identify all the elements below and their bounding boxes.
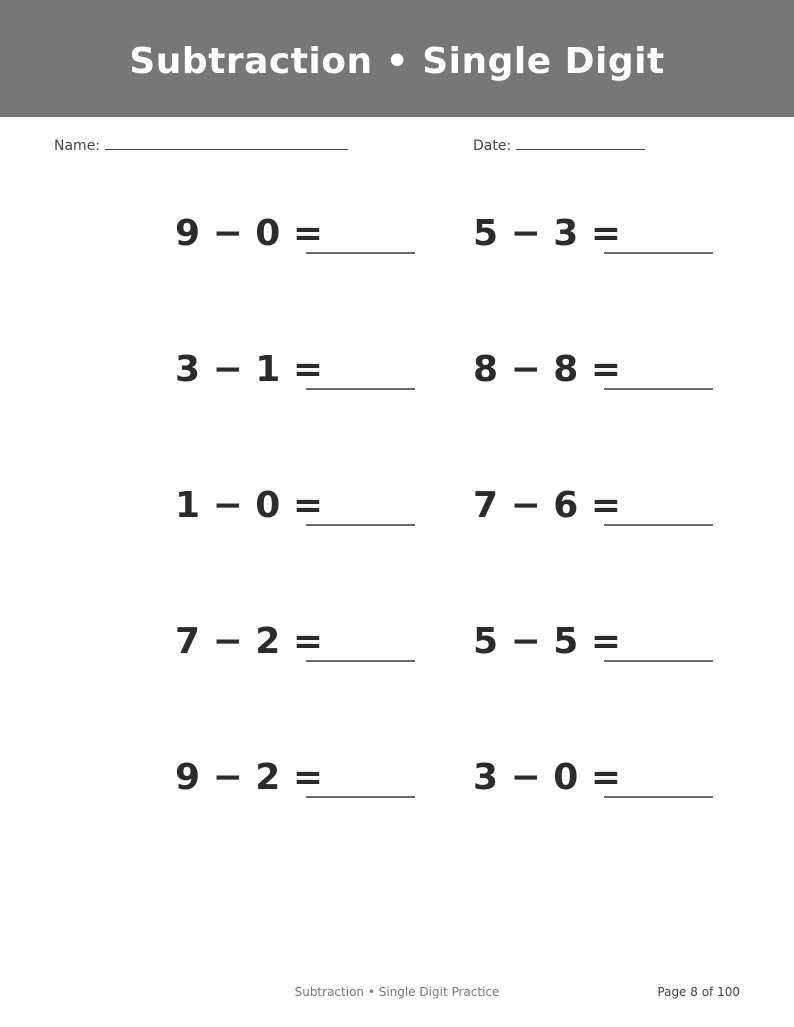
answer-line	[604, 388, 713, 390]
name-write-line	[105, 135, 348, 150]
problem-3	[175, 348, 435, 398]
problem-7	[175, 620, 435, 670]
problem-expression: 5 − 5 =	[473, 621, 622, 662]
answer-line	[604, 660, 713, 662]
problem-expression: 7 − 2 =	[175, 621, 324, 662]
problem-8	[473, 620, 733, 670]
answer-line	[306, 660, 415, 662]
answer-line	[306, 796, 415, 798]
answer-line	[306, 524, 415, 526]
name-label: Name:	[54, 138, 101, 154]
problem-expression: 1 − 0 =	[175, 485, 324, 526]
header-band	[0, 0, 794, 117]
date-label: Date:	[473, 138, 512, 154]
date-write-line	[516, 135, 645, 150]
problem-expression: 3 − 0 =	[473, 757, 622, 798]
answer-line	[306, 252, 415, 254]
problem-expression: 5 − 3 =	[473, 213, 622, 254]
problem-expression: 8 − 8 =	[473, 349, 622, 390]
problem-9	[175, 756, 435, 806]
problem-10	[473, 756, 733, 806]
problem-4	[473, 348, 733, 398]
problem-6	[473, 484, 733, 534]
page-title: Subtraction • Single Digit	[129, 41, 665, 82]
problem-5	[175, 484, 435, 534]
problem-expression: 7 − 6 =	[473, 485, 622, 526]
problem-expression: 9 − 2 =	[175, 757, 324, 798]
page-number: Page 8 of 100	[657, 985, 740, 999]
date-field	[473, 135, 645, 155]
problem-1	[175, 212, 435, 262]
footer-title: Subtraction • Single Digit Practice	[294, 985, 500, 999]
problem-expression: 9 − 0 =	[175, 213, 324, 254]
name-field	[54, 135, 348, 155]
answer-line	[604, 252, 713, 254]
answer-line	[604, 524, 713, 526]
answer-line	[306, 388, 415, 390]
problem-2	[473, 212, 733, 262]
problem-expression: 3 − 1 =	[175, 349, 324, 390]
answer-line	[604, 796, 713, 798]
